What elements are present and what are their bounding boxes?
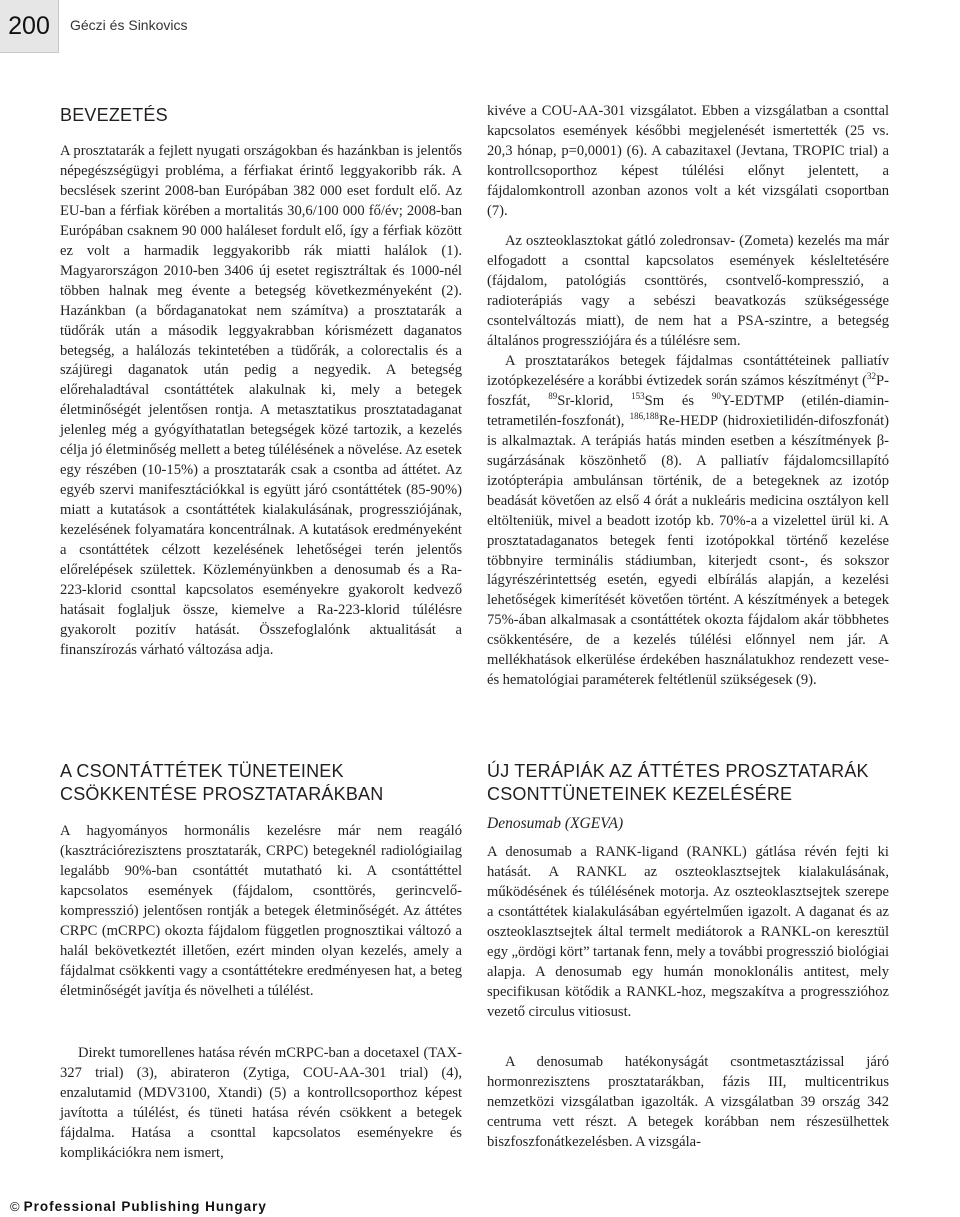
superscript: 89 xyxy=(548,390,558,401)
paragraph-zoledronsav: Az oszteoklasztokat gátló zoledronsav- (Zometa) kezelés ma már elfogadott a csonttal kapcsolatos események késleltetésére (fájdalom, patológiás csonttörés, csontvelő-kompresszió, a radioterápiás vagy a sebészi beavatkozás szükségessége csontelváltozás miatt), de nem hat a PSA-szintre, a betegség általános progressziójára és a túlélésre sem. xyxy=(487,233,889,349)
intro-paragraph: A prosztatarák a fejlett nyugati országokban és hazánkban is jelentős népegészségügyi probléma, a férfiakat érintő leggyakoribb rák. A becslések szerint 2008-ban Európában 382 000 eset fordult elő. Az EU-ban a férfiak körében a mortalitás 30,6/100 000 fő/év; 2008-ban Európában csaknem 90 000 haláleset fordult elő, így a férfiak között ez volt a harmadik leggyakoribb rák miatti halálok (1). Magyarországon 2010-ben 3406 új esetet regisztráltak és 1000-nél többen halnak meg évente a betegség következményeként (2). Hazánkban (a bőrdaganatokat nem számítva) a prosztatarák a tüdőrák után a második leggyakrabban kórismézett daganatos betegség, a halálozás tekintetében a tüdőrák, a colorectalis és a szájüregi daganatok után pedig a negyedik. A betegség előrehaladtával csontáttétek alakulnak ki, mely a betegek életminőségét jelentősen rontja. A metasztatikus prosztatadaganat jelenleg még a gyógyíthatatlan betegségek közé tartozik, a kezelés célja jó életminőség mellett a beteg túlélésének a növelése. Az esetek egy részében (10-15%) a prosztatarák csak a csontba ad áttétet. Az egyéb szervi manifesztációkkal is együtt járó csontáttétek (85-90%) miatt a kutatások a csontáttétek kialakulásának, progressziójának, kezelésének folyamatára koncentrálnak. A kutatások eredményeként a csontáttétek célzott kezelésének lehetőségei terén jelentős előrelépések születtek. Közleményünkben a denosumab és a Ra-223-klorid csonttal kapcsolatos eseményekre gyakorolt kedvező hatásait foglaljuk össze, kiemelve a Ra-223-klorid túlélésre gyakorolt pozitív hatását. Összefoglalónk aktualitását a finanszírozás várható változása adja. xyxy=(60,143,462,658)
text-span: Sm és xyxy=(644,392,712,409)
superscript: 153 xyxy=(631,390,645,401)
running-head: Géczi és Sinkovics xyxy=(70,17,188,33)
section-heading-line-2: CSÖKKENTÉSE PROSZTATARÁKBAN xyxy=(60,784,384,804)
subheading-denosumab: Denosumab (XGEVA) xyxy=(487,815,624,832)
paragraph-crpc: A hagyományos hormonális kezelésre már nem reagáló (kasztrációrezisztens prosztatarák, CRPC) betegeknél radiológiailag legalább 90%-ban csontáttét mutatható ki. A csontáttéttel kapcsolatos események (fájdalom, csonttörés, gerincvelő-kompresszió) jelentősen rontják a betegek életminőségét. Az áttétes CRPC (mCRPC) okozta fájdalom független prognosztikai változó a halál bekövetkeztét illetően, ezért minden olyan kezelés, amely a fájdalmat csökkenti vagy a csontáttétekre eredményesen hat, a beteg életminőségét javítja és növelheti a túlélést. xyxy=(60,823,462,999)
text-span: Re-HEDP (hidroxietilidén-difoszfonát) is alkalmaztak. A terápiás hatás minden esetben a készítmények β-sugárzásának köszönhető (8). A palliatív fájdalomcsillapító izotópterápia ambulánsan történik, de a betegeknek az izotóp beadását követően az első 4 órát a nukleáris medicina osztályon kell eltölteniük, mivel a beadott izotóp kb. 70%-a a vizelettel ürül ki. A prosztatadaganatos betegek fenti izotópokkal történő kezelése többnyire terminális stádiumban, kiterjedt csont-, és sokszor lágyrészérintettség esetén, egyedi elbírálás alapján, a kezelési lehetőségek kimerítését követően történt. A készítmények a betegek 75%-ában alkalmasak a csontáttétek okozta fájdalom akár többhetes csökkentésére, de a kezelés túlélési előnnyel nem jár. A mellékhatások elkerülése érdekében használatukhoz rendezett vese- és hematológiai paraméterek feltétlenül szükségesek (9). xyxy=(487,412,889,689)
page-number: 200 xyxy=(0,0,59,53)
page-header xyxy=(0,0,960,58)
superscript: 186,188 xyxy=(629,410,659,421)
publisher-name: Professional Publishing Hungary xyxy=(23,1199,267,1214)
superscript: 32 xyxy=(867,370,877,381)
section-heading-line-2: CSONTTÜNETEINEK KEZELÉSÉRE xyxy=(487,784,793,804)
copyright-symbol: © xyxy=(10,1199,20,1214)
text-span: Sr-klorid, xyxy=(557,392,632,409)
paragraph-hatekonysag: A denosumab hatékonyságát csontmetasztázissal járó hormonrezisztens prosztatarákban, fázis III, multicentrikus nemzetközi vizsgálatban igazolták. A vizsgálatban 39 ország 342 centruma vett részt. A betegek korábban nem részesülhettek biszfoszfonátkezelésben. A vizsgála- xyxy=(487,1054,889,1150)
section-heading-csontattetek xyxy=(60,760,462,806)
page-footer xyxy=(10,1199,267,1214)
section-heading-bevezetes: BEVEZETÉS xyxy=(60,105,168,125)
superscript: 90 xyxy=(711,390,721,401)
paragraph-tumorellenes: Direkt tumorellenes hatása révén mCRPC-ban a docetaxel (TAX-327 trial) (3), abirateron (Zytiga, COU-AA-301 trial) (4), enzalutamid (MDV3100, Xtandi) (5) a kontrollcsoporthoz képest javította a túlélést, és tüneti hatása révén csökkent a betegek fájdalma. Hatása a csonttal kapcsolatos eseményekre és komplikációkra nem ismert, xyxy=(60,1045,462,1161)
text-span: A prosztatarákos betegek fájdalmas csontáttéteinek palliatív izotópkezelésére a korábbi évtizedek során számos készítményt ( xyxy=(487,353,889,389)
section-heading-uj-terapiak xyxy=(487,760,889,806)
section-heading-line-1: A CSONTÁTTÉTEK TÜNETEINEK xyxy=(60,761,344,781)
text-span: P-foszfát, xyxy=(487,372,889,409)
paragraph-cou-aa-301: kivéve a COU-AA-301 vizsgálatot. Ebben a vizsgálatban a csonttal kapcsolatos események későbbi megjelenését ismertették (25 vs. 20,3 hónap, p=0,0001) (6). A cabazitaxel (Jevtana, TROPIC trial) a kontrollcsoporthoz képest túlélési előnyt jelentett, a fájdalomkontroll azonban azonos volt a két vizsgálati csoportban (7). xyxy=(487,103,889,219)
paragraph-rankl: A denosumab a RANK-ligand (RANKL) gátlása révén fejti ki hatását. A RANKL az oszteoklasztsejtek kialakulásának, működésének és túlélésének motorja. Az oszteoklasztsejtek szerepe a csontáttétek kialakulásában egyértelműen igazolt. A daganat és az oszteoklasztsejtek által termelt mediátorok a RANKL-on keresztül egy „ördögi kört” tartanak fenn, mely a további progresszió biológiai alapja. A denosumab egy humán monoklonális antitest, mely specifikusan kötődik a RANKL-hoz, megszakítva a progresszióhoz vezető circulus vitiosust. xyxy=(487,844,889,1020)
paragraph-izotopkezeles xyxy=(487,352,889,691)
section-heading-line-1: ÚJ TERÁPIÁK AZ ÁTTÉTES PROSZTATARÁK xyxy=(487,761,869,781)
text-span: Y-EDTMP (etilén-diamin-tetrametilén-foszfonát), xyxy=(487,392,889,429)
